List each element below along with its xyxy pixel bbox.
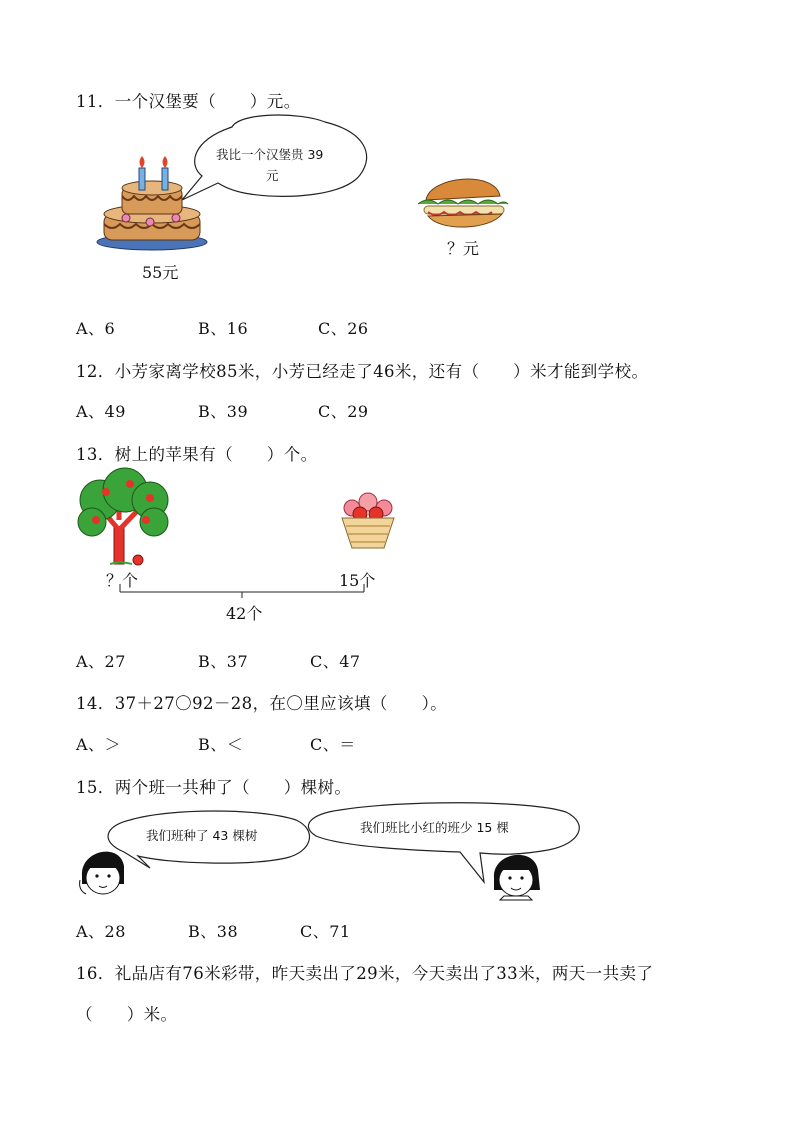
burger-price-label: ？元 [447, 239, 480, 258]
q14-option-c[interactable]: C、＝ [310, 735, 356, 754]
q12-option-c[interactable]: C、29 [318, 402, 369, 421]
q12-option-b[interactable]: B、39 [198, 402, 249, 421]
question-15-stem: 15．两个班一共种了（ ）棵树。 [76, 778, 352, 797]
right-speech-text: 我们班比小红的班少 15 棵 [360, 820, 509, 835]
q15-option-c[interactable]: C、71 [300, 922, 351, 941]
q15-option-b[interactable]: B、38 [188, 922, 239, 941]
q12-option-a[interactable]: A、49 [76, 402, 126, 421]
q15-option-a[interactable]: A、28 [76, 922, 126, 941]
q11-option-c[interactable]: C、26 [318, 319, 369, 338]
q13-option-c[interactable]: C、47 [310, 652, 361, 671]
q13-option-b[interactable]: B、37 [198, 652, 249, 671]
q11-option-b[interactable]: B、16 [198, 319, 249, 338]
cake-speech-text-line2: 元 [266, 168, 279, 183]
basket-apples-label: 15个 [339, 571, 376, 590]
question-16-stem-line2: （ ）米。 [76, 1005, 178, 1024]
cake-speech-text: 我比一个汉堡贵 39 [216, 147, 324, 162]
q11-option-a[interactable]: A、6 [76, 319, 116, 338]
total-apples-label: 42个 [226, 604, 263, 623]
cake-price-label: 55元 [142, 263, 179, 282]
question-13-stem: 13．树上的苹果有（ ）个。 [76, 445, 318, 464]
q14-option-a[interactable]: A、＞ [76, 735, 122, 754]
q14-option-b[interactable]: B、＜ [198, 735, 244, 754]
q13-option-a[interactable]: A、27 [76, 652, 126, 671]
question-11-stem: 11．一个汉堡要（ ）元。 [76, 92, 301, 111]
question-14-stem: 14．37＋27〇92－28，在〇里应该填（ ）。 [76, 694, 448, 713]
question-16-stem: 16．礼品店有76米彩带，昨天卖出了29米，今天卖出了33米，两天一共卖了 [76, 964, 654, 983]
left-speech-text: 我们班种了 43 棵树 [146, 828, 258, 843]
tree-apples-label: ？个 [106, 571, 139, 590]
question-12-stem: 12．小芳家离学校85米，小芳已经走了46米，还有（ ）米才能到学校。 [76, 362, 649, 381]
